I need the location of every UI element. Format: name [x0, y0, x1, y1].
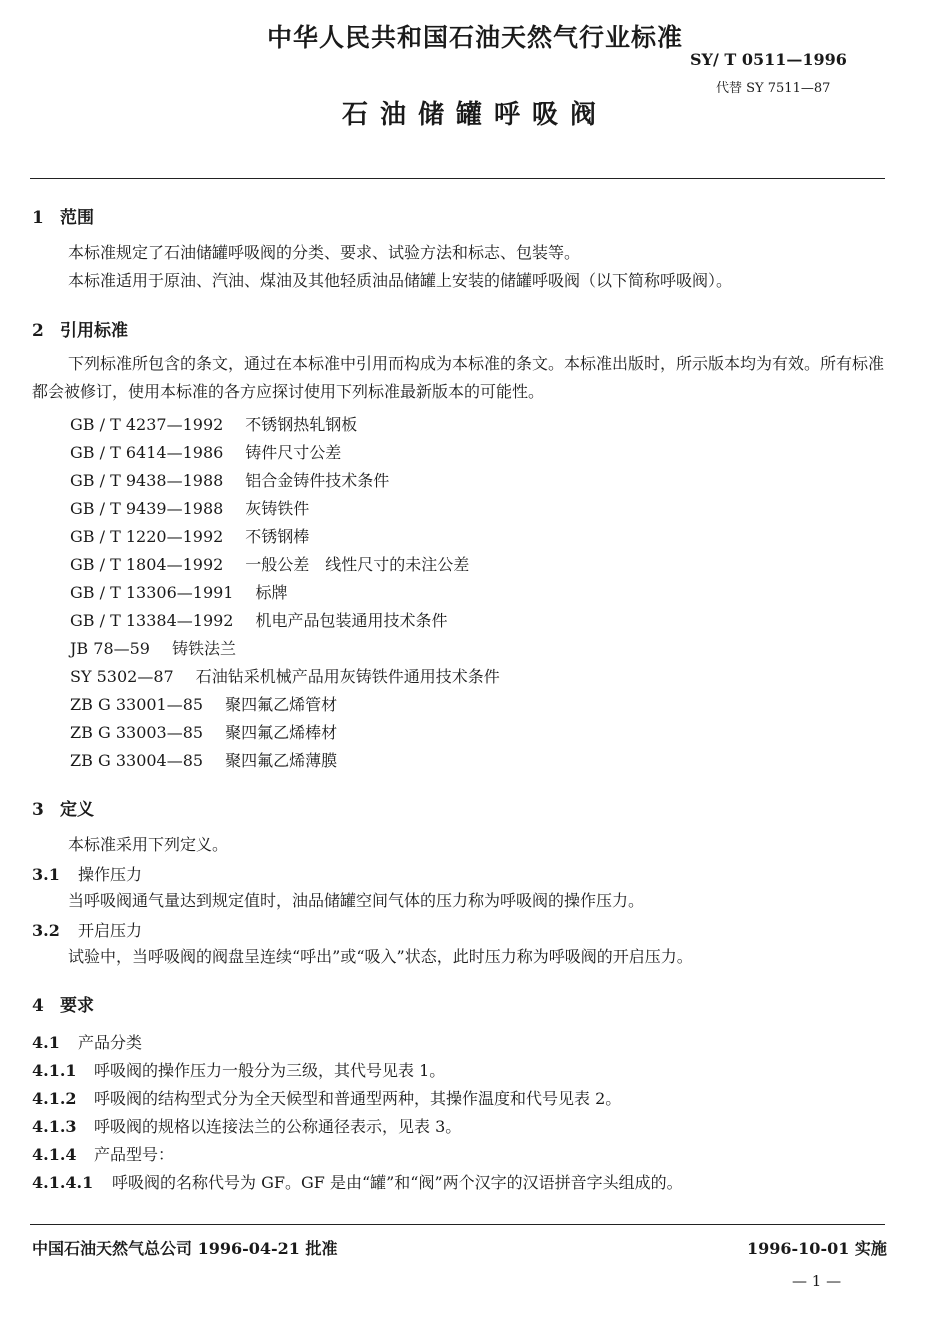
reference-title: 不锈钢热轧钢板 [245, 415, 358, 434]
clause-item [32, 1086, 621, 1109]
section-title: 范围 [60, 208, 94, 228]
reference-item [70, 524, 309, 547]
reference-title: 机电产品包装通用技术条件 [255, 611, 448, 630]
paragraph: 下列标准所包含的条文，通过在本标准中引用而构成为本标准的条文。本标准出版时，所示版本均为有效。所有标准都会被修订，使用本标准的各方应探讨使用下列标准最新版本的可能性。 [32, 354, 885, 401]
section-1-heading [32, 203, 94, 228]
reference-code: GB / T 4237—1992 [70, 415, 224, 434]
paragraph: 本标准规定了石油储罐呼吸阀的分类、要求、试验方法和标志、包装等。 [68, 243, 581, 262]
header-divider [30, 178, 885, 179]
clause-text: 产品型号： [94, 1145, 175, 1164]
reference-code: JB 78—59 [70, 639, 150, 658]
definition-text: 当呼吸阀通气量达到规定值时，油品储罐空间气体的压力称为呼吸阀的操作压力。 [68, 891, 645, 910]
section-2-heading [32, 316, 128, 341]
clause-item [32, 1142, 174, 1165]
reference-title: 铝合金铸件技术条件 [245, 471, 390, 490]
reference-item [70, 720, 337, 743]
reference-title: 铸铁法兰 [171, 639, 236, 658]
reference-item [70, 552, 469, 575]
page-number: — 1 — [792, 1272, 842, 1290]
approval-line: 中国石油天然气总公司 1996-04-21 批准 [32, 1239, 338, 1258]
reference-code: GB / T 1220—1992 [70, 527, 224, 546]
clause-item [32, 1114, 461, 1137]
clause-text: 产品分类 [78, 1033, 143, 1052]
reference-title: 聚四氟乙烯管材 [225, 695, 338, 714]
reference-title: 聚四氟乙烯棒材 [225, 723, 338, 742]
reference-code: SY 5302—87 [70, 667, 174, 686]
reference-item [70, 412, 357, 435]
clause-item [32, 1030, 142, 1053]
reference-code: GB / T 13384—1992 [70, 611, 234, 630]
clause-text: 呼吸阀的规格以连接法兰的公称通径表示，见表 3。 [94, 1117, 462, 1136]
reference-item [70, 496, 309, 519]
clause-number: 3.1 [32, 865, 60, 884]
reference-item [70, 664, 500, 687]
reference-code: GB / T 9439—1988 [70, 499, 224, 518]
section-number: 2 [32, 321, 44, 341]
reference-item [70, 468, 389, 491]
reference-code: ZB G 33003—85 [70, 723, 204, 742]
clause-text: 呼吸阀的结构型式分为全天候型和普通型两种，其操作温度和代号见表 2。 [94, 1089, 622, 1108]
reference-item [70, 608, 448, 631]
reference-title: 标牌 [255, 583, 288, 602]
section-number: 4 [32, 996, 44, 1016]
reference-code: GB / T 13306—1991 [70, 583, 234, 602]
clause-number: 4.1.3 [32, 1117, 77, 1136]
section-title: 要求 [60, 996, 94, 1016]
reference-item [70, 440, 341, 463]
reference-code: GB / T 1804—1992 [70, 555, 224, 574]
footer-divider [30, 1224, 885, 1225]
replaces-standard: 代替 SY 7511—87 [716, 81, 831, 96]
reference-title: 铸件尺寸公差 [245, 443, 342, 462]
section-number: 1 [32, 208, 44, 228]
clause-title: 开启压力 [78, 921, 143, 940]
clause-number: 4.1.4.1 [32, 1173, 94, 1192]
clause-number: 3.2 [32, 921, 60, 940]
clause-item [32, 1058, 445, 1081]
reference-code: GB / T 6414—1986 [70, 443, 224, 462]
clause-item [32, 1170, 683, 1193]
document-title: 石油储罐呼吸阀 [341, 100, 608, 130]
section-number: 3 [32, 800, 44, 820]
clause-number: 4.1.2 [32, 1089, 77, 1108]
issuer-heading: 中华人民共和国石油天然气行业标准 [266, 23, 683, 52]
clause-number: 4.1.4 [32, 1145, 77, 1164]
reference-item [70, 748, 337, 771]
clause-number: 4.1 [32, 1033, 60, 1052]
reference-code: GB / T 9438—1988 [70, 471, 224, 490]
section-4-heading [32, 991, 94, 1016]
definition-3-2-heading [32, 918, 142, 941]
reference-code: ZB G 33001—85 [70, 695, 204, 714]
definition-text: 试验中，当呼吸阀的阀盘呈连续“呼出”或“吸入”状态，此时压力称为呼吸阀的开启压力。 [68, 947, 693, 966]
clause-text: 呼吸阀的名称代号为 GF。GF 是由“罐”和“阀”两个汉字的汉语拼音字头组成的。 [112, 1173, 683, 1192]
reference-title: 灰铸铁件 [245, 499, 310, 518]
effective-date: 1996-10-01 实施 [747, 1239, 887, 1258]
standard-number: SY/ T 0511—1996 [690, 50, 847, 69]
section-3-heading [32, 795, 94, 820]
reference-item [70, 580, 288, 603]
reference-item [70, 636, 236, 659]
reference-code: ZB G 33004—85 [70, 751, 204, 770]
clause-title: 操作压力 [78, 865, 143, 884]
reference-title: 一般公差 线性尺寸的未注公差 [245, 555, 470, 574]
reference-title: 不锈钢棒 [245, 527, 310, 546]
clause-number: 4.1.1 [32, 1061, 77, 1080]
reference-title: 聚四氟乙烯薄膜 [225, 751, 338, 770]
section-title: 定义 [60, 800, 94, 820]
paragraph: 本标准适用于原油、汽油、煤油及其他轻质油品储罐上安装的储罐呼吸阀（以下简称呼吸阀）。 [68, 271, 733, 290]
section-title: 引用标准 [60, 321, 128, 341]
reference-title: 石油钻采机械产品用灰铸铁件通用技术条件 [195, 667, 500, 686]
definition-3-1-heading [32, 862, 142, 885]
clause-text: 呼吸阀的操作压力一般分为三级，其代号见表 1。 [94, 1061, 446, 1080]
reference-item [70, 692, 337, 715]
paragraph: 本标准采用下列定义。 [68, 835, 229, 854]
